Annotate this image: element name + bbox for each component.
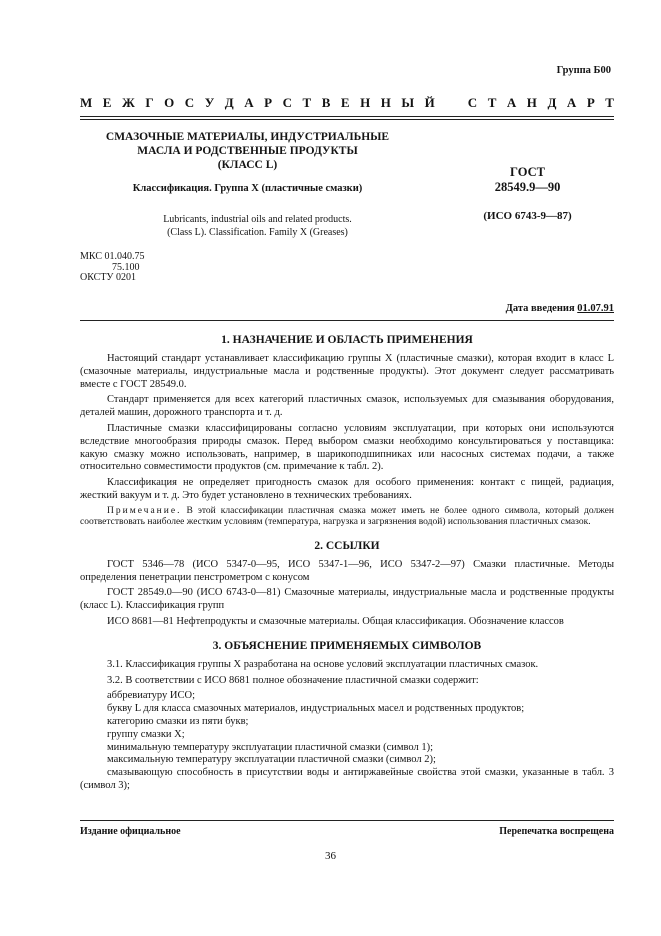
reference: ИСО 8681—81 Нефтепродукты и смазочные материалы. Общая классификация. Обозначение классов	[107, 615, 564, 627]
banner-letter: Е	[102, 95, 112, 110]
header-rule-thin	[80, 119, 614, 120]
banner-letter: Н	[360, 95, 371, 110]
footer-rule	[80, 820, 614, 821]
banner-letter: В	[321, 95, 331, 110]
banner-letter: А	[244, 95, 254, 110]
banner-letter: Н	[526, 95, 537, 110]
banner-letter: Д	[224, 95, 234, 110]
banner-letter: А	[566, 95, 577, 110]
list-item: аббревиатуру ИСО;	[107, 690, 195, 702]
english-title-line: Lubricants, industrial oils and related products.	[163, 214, 352, 225]
section-heading: 3. ОБЪЯСНЕНИЕ ПРИМЕНЯЕМЫХ СИМВОЛОВ	[212, 639, 482, 652]
reference: ГОСТ 5346—78 (ИСО 5347-0—95, ИСО 5347-1—96, ИСО 5347-2—97) Смазки пластичные. Методы определения пенетрации пенстрометром с конусом	[80, 558, 614, 583]
okstu-code: ОКСТУ 0201	[80, 272, 137, 283]
banner-letter: Г	[145, 95, 154, 110]
banner-letter: Т	[487, 95, 497, 110]
note	[80, 506, 614, 529]
list-item: минимальную температуру эксплуатации пластичной смазки (символ 1);	[107, 741, 434, 753]
page-number: 36	[325, 850, 336, 862]
list-item: максимальную температуру эксплуатации пластичной смазки (символ 2);	[107, 754, 436, 766]
mks-code: 75.100	[112, 261, 140, 273]
classification-codes	[80, 252, 144, 284]
gost-designation	[470, 165, 585, 195]
english-title	[80, 213, 435, 239]
interstate-standard-banner	[80, 95, 614, 111]
paragraph: 3.2. В соответствии с ИСО 8681 полное обозначение пластичной смазки содержит:	[107, 674, 479, 686]
banner-letter: У	[204, 95, 215, 110]
banner-letter: С	[282, 95, 292, 110]
paragraph: Пластичные смазки классифицированы согласно условиям эксплуатации, при которых они используются вследствие многообразия природы смазок. Перед выбором смазки необходимо консультироваться у поставщика: какую смазку можно использовать, например, в шарикоподшипниках или насосных системах подачи, а также относительно совместимости продуктов (см. примечание к табл. 2).	[80, 422, 614, 473]
note-text: В этой классификации пластичная смазка может иметь не более одного символа, который должен соответствовать наиболее жестким условиям (температура, нагрузка и загрязнения водой) использования пластичных смазок.	[80, 505, 614, 528]
date-label: Дата введения	[505, 303, 578, 314]
gost-number: 28549.9—90	[494, 180, 561, 194]
banner-letter: Т	[605, 95, 614, 110]
title-line: МАСЛА И РОДСТВЕННЫЕ ПРОДУКТЫ	[137, 145, 358, 157]
banner-letter: Н	[380, 95, 391, 110]
banner-letter: Ж	[121, 95, 135, 110]
paragraph: Классификация не определяет пригодность смазок для особого применения: контакт с пищей, радиация, жесткий вакуум и т. д. Это будет установлено в технических требованиях.	[80, 477, 614, 501]
banner-letter: Ы	[401, 95, 415, 110]
classification-subtitle: Классификация. Группа X (пластичные смазки)	[132, 183, 363, 194]
official-edition: Издание официальное	[80, 826, 181, 837]
list-item: группу смазки X;	[107, 728, 185, 740]
title-line: СМАЗОЧНЫЕ МАТЕРИАЛЫ, ИНДУСТРИАЛЬНЫЕ	[105, 131, 390, 143]
banner-letter: А	[506, 95, 517, 110]
banner-letter: Е	[340, 95, 350, 110]
paragraph: 3.1. Классификация группы X разработана на основе условий эксплуатации пластичных смазок.	[107, 658, 539, 670]
date-rule	[80, 320, 614, 321]
banner-gap	[445, 95, 457, 111]
banner-letter: Д	[547, 95, 557, 110]
iso-equivalent: (ИСО 6743-9—87)	[483, 210, 572, 222]
section-heading: 1. НАЗНАЧЕНИЕ И ОБЛАСТЬ ПРИМЕНЕНИЯ	[221, 334, 473, 346]
banner-letter: Р	[264, 95, 273, 110]
english-title-line: (Class L). Classification. Family X (Greases)	[167, 227, 348, 238]
paragraph: Стандарт применяется для всех категорий пластичных смазок, используемых для смазывания оборудования, деталей машин, дорожного транспорта и т. д.	[80, 394, 614, 419]
banner-letter: М	[80, 95, 93, 110]
paragraph: Настоящий стандарт устанавливает классификацию группы X (пластичные смазки), которая входит в класс L (смазочные материалы, индустриальные масла и родственные продукты). Этот документ следует рассматривать вместе с ГОСТ 28549.0.	[80, 353, 614, 390]
section-heading: 2. ССЫЛКИ	[314, 539, 380, 552]
banner-letter: С	[467, 95, 478, 110]
list-item: букву L для класса смазочных материалов, индустриальных масел и родственных продуктов;	[107, 703, 525, 715]
note-label: Примечание.	[107, 505, 182, 516]
document-title	[80, 130, 415, 172]
banner-letter: Т	[302, 95, 312, 110]
group-code: Группа Б00	[556, 65, 611, 76]
gost-label: ГОСТ	[510, 165, 545, 179]
banner-letter: Р	[586, 95, 595, 110]
banner-letter: Й	[424, 95, 435, 110]
date-value: 01.07.91	[577, 303, 614, 314]
banner-letter: С	[184, 95, 195, 110]
reference: ГОСТ 28549.0—90 (ИСО 6743-0—81) Смазочные материалы, индустриальные масла и родственные продукты (класс L). Классификация групп	[80, 587, 614, 612]
list-item: категорию смазки из пяти букв;	[107, 715, 249, 727]
introduction-date	[506, 303, 614, 314]
header-rule-thick	[80, 116, 614, 117]
paragraph: смазывающую способность в присутствии воды и антиржавейные свойства этой смазки, указанные в табл. 3 (символ 3);	[80, 767, 614, 791]
mks-code: МКС 01.040.75	[80, 251, 145, 262]
banner-letter: О	[164, 95, 175, 110]
reprint-prohibited: Перепечатка воспрещена	[499, 826, 614, 837]
document-body	[80, 333, 614, 796]
title-line: (КЛАСС L)	[217, 159, 278, 171]
